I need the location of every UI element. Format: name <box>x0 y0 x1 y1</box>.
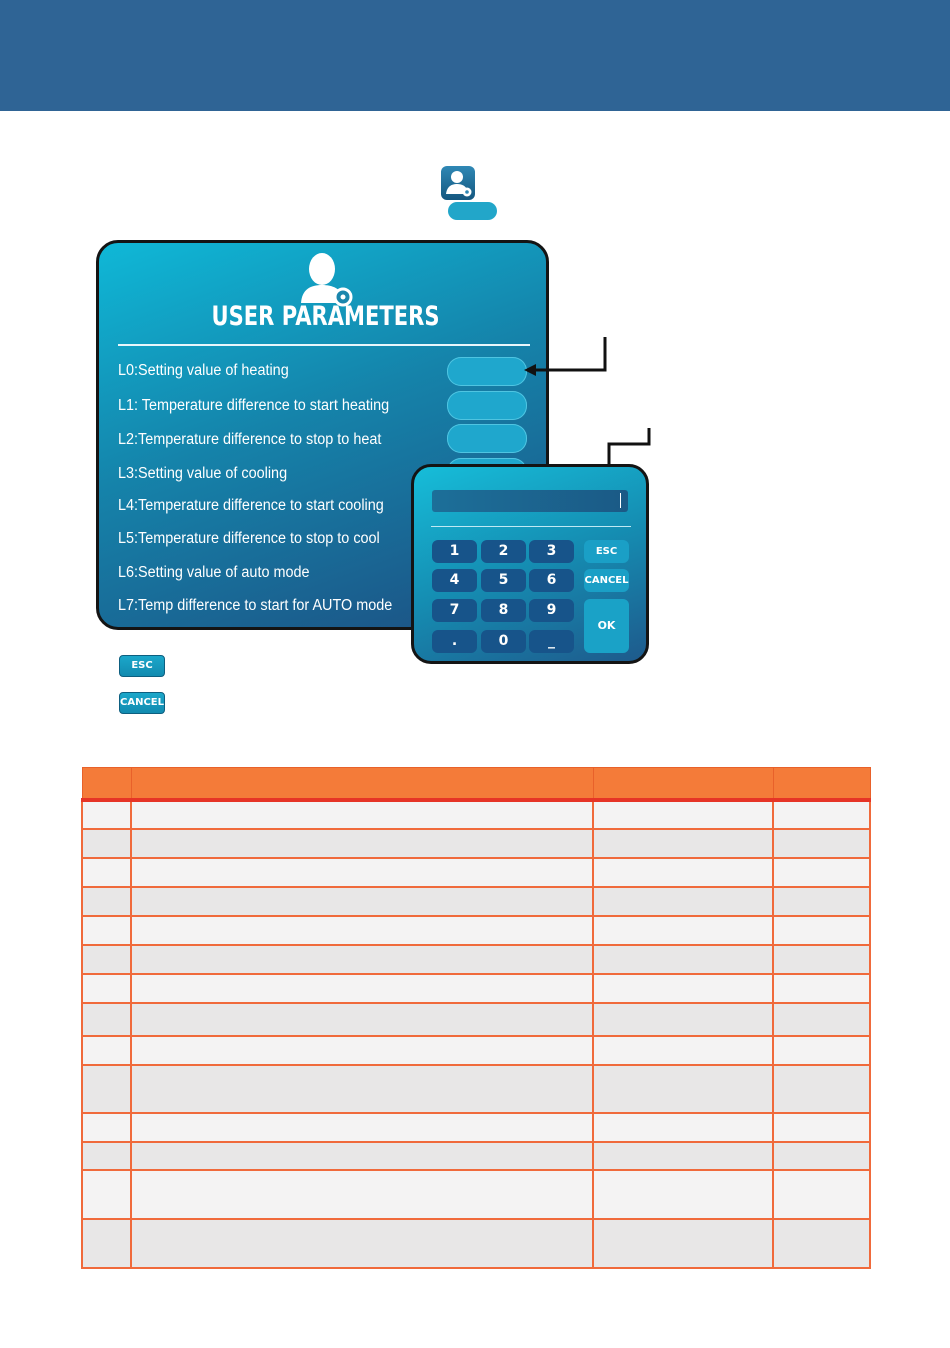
table-cell <box>593 858 773 887</box>
table-cell <box>593 829 773 858</box>
table-cell <box>82 1065 131 1113</box>
table-cell <box>131 1170 593 1219</box>
param-label-l1: L1: Temperature difference to start heating <box>118 397 390 414</box>
table-cell <box>773 916 870 945</box>
table-row <box>82 945 870 974</box>
keypad-display[interactable] <box>432 490 628 512</box>
table-cell <box>593 1036 773 1065</box>
table-cell <box>131 916 593 945</box>
table-header-cell <box>773 768 870 801</box>
key-5[interactable]: 5 <box>481 569 526 592</box>
param-label-l7: L7:Temp difference to start for AUTO mode <box>118 597 393 614</box>
table-cell <box>593 1113 773 1142</box>
table-cell <box>131 1036 593 1065</box>
key-9[interactable]: 9 <box>529 599 574 622</box>
table-cell <box>773 974 870 1003</box>
table-cell <box>593 1142 773 1170</box>
keypad-cancel-button[interactable]: CANCEL <box>584 569 629 592</box>
table-cell <box>82 1142 131 1170</box>
table-cell <box>82 974 131 1003</box>
table-cell <box>131 974 593 1003</box>
table-cell <box>131 829 593 858</box>
table-row <box>82 800 870 829</box>
table-header-cell <box>131 768 593 801</box>
key-3[interactable]: 3 <box>529 540 574 563</box>
table-row <box>82 887 870 916</box>
table-cell <box>82 829 131 858</box>
key-2[interactable]: 2 <box>481 540 526 563</box>
table-row <box>82 974 870 1003</box>
table-header-cell <box>593 768 773 801</box>
table-cell <box>773 1065 870 1113</box>
keypad-ok-button[interactable]: OK <box>584 599 629 653</box>
table-cell <box>131 1065 593 1113</box>
table-cell <box>593 1003 773 1036</box>
key-7[interactable]: 7 <box>432 599 477 622</box>
table-cell <box>773 1170 870 1219</box>
param-label-l0: L0:Setting value of heating <box>118 362 289 379</box>
key-underscore[interactable]: _ <box>529 630 574 653</box>
table-header-row <box>82 768 870 801</box>
table-cell <box>773 945 870 974</box>
keypad-esc-button[interactable]: ESC <box>584 540 629 563</box>
table-cell <box>773 887 870 916</box>
table-cell <box>773 1142 870 1170</box>
table-cell <box>131 945 593 974</box>
cancel-button-legend: CANCEL <box>119 692 165 714</box>
key-8[interactable]: 8 <box>481 599 526 622</box>
table-header-cell <box>82 768 131 801</box>
param-label-l6: L6:Setting value of auto mode <box>118 564 310 581</box>
screen-title: USER PARAMETERS <box>211 301 440 332</box>
parameters-table <box>81 767 871 1269</box>
table-cell <box>773 1036 870 1065</box>
table-cell <box>131 1003 593 1036</box>
table-cell <box>131 1219 593 1268</box>
table-row <box>82 1170 870 1219</box>
table-cell <box>82 1170 131 1219</box>
table-cell <box>773 829 870 858</box>
param-label-l4: L4:Temperature difference to start cooling <box>118 497 384 514</box>
table-cell <box>82 945 131 974</box>
table-cell <box>593 887 773 916</box>
key-0[interactable]: 0 <box>481 630 526 653</box>
table-cell <box>773 1003 870 1036</box>
param-label-l5: L5:Temperature difference to stop to cool <box>118 530 380 547</box>
table-row <box>82 1003 870 1036</box>
table-row <box>82 1142 870 1170</box>
table-row <box>82 858 870 887</box>
table-cell <box>593 974 773 1003</box>
param-label-l3: L3:Setting value of cooling <box>118 465 288 482</box>
table-cell <box>82 858 131 887</box>
table-cell <box>593 945 773 974</box>
table-cell <box>593 1065 773 1113</box>
table-cell <box>773 800 870 829</box>
table-cell <box>131 858 593 887</box>
key-decimal[interactable]: . <box>432 630 477 653</box>
table-cell <box>82 916 131 945</box>
table-cell <box>82 800 131 829</box>
table-cell <box>593 1219 773 1268</box>
table-cell <box>773 858 870 887</box>
table-cell <box>82 1036 131 1065</box>
keypad-divider <box>431 526 631 527</box>
table-cell <box>773 1113 870 1142</box>
esc-button-legend: ESC <box>119 655 165 677</box>
table-cell <box>131 887 593 916</box>
table-cell <box>82 1219 131 1268</box>
table-cell <box>131 800 593 829</box>
table-cell <box>593 916 773 945</box>
table-cell <box>593 1170 773 1219</box>
numeric-keypad <box>411 464 649 664</box>
key-6[interactable]: 6 <box>529 569 574 592</box>
table-cell <box>593 800 773 829</box>
key-1[interactable]: 1 <box>432 540 477 563</box>
table-cell <box>82 1003 131 1036</box>
table-row <box>82 1065 870 1113</box>
table-row <box>82 916 870 945</box>
table-cell <box>82 887 131 916</box>
text-cursor <box>620 493 621 508</box>
table-row <box>82 1113 870 1142</box>
table-row <box>82 1036 870 1065</box>
param-label-l2: L2:Temperature difference to stop to heat <box>118 431 382 448</box>
table-cell <box>82 1113 131 1142</box>
table-row <box>82 829 870 858</box>
table-cell <box>773 1219 870 1268</box>
table-row <box>82 1219 870 1268</box>
table-cell <box>131 1113 593 1142</box>
key-4[interactable]: 4 <box>432 569 477 592</box>
table-cell <box>131 1142 593 1170</box>
